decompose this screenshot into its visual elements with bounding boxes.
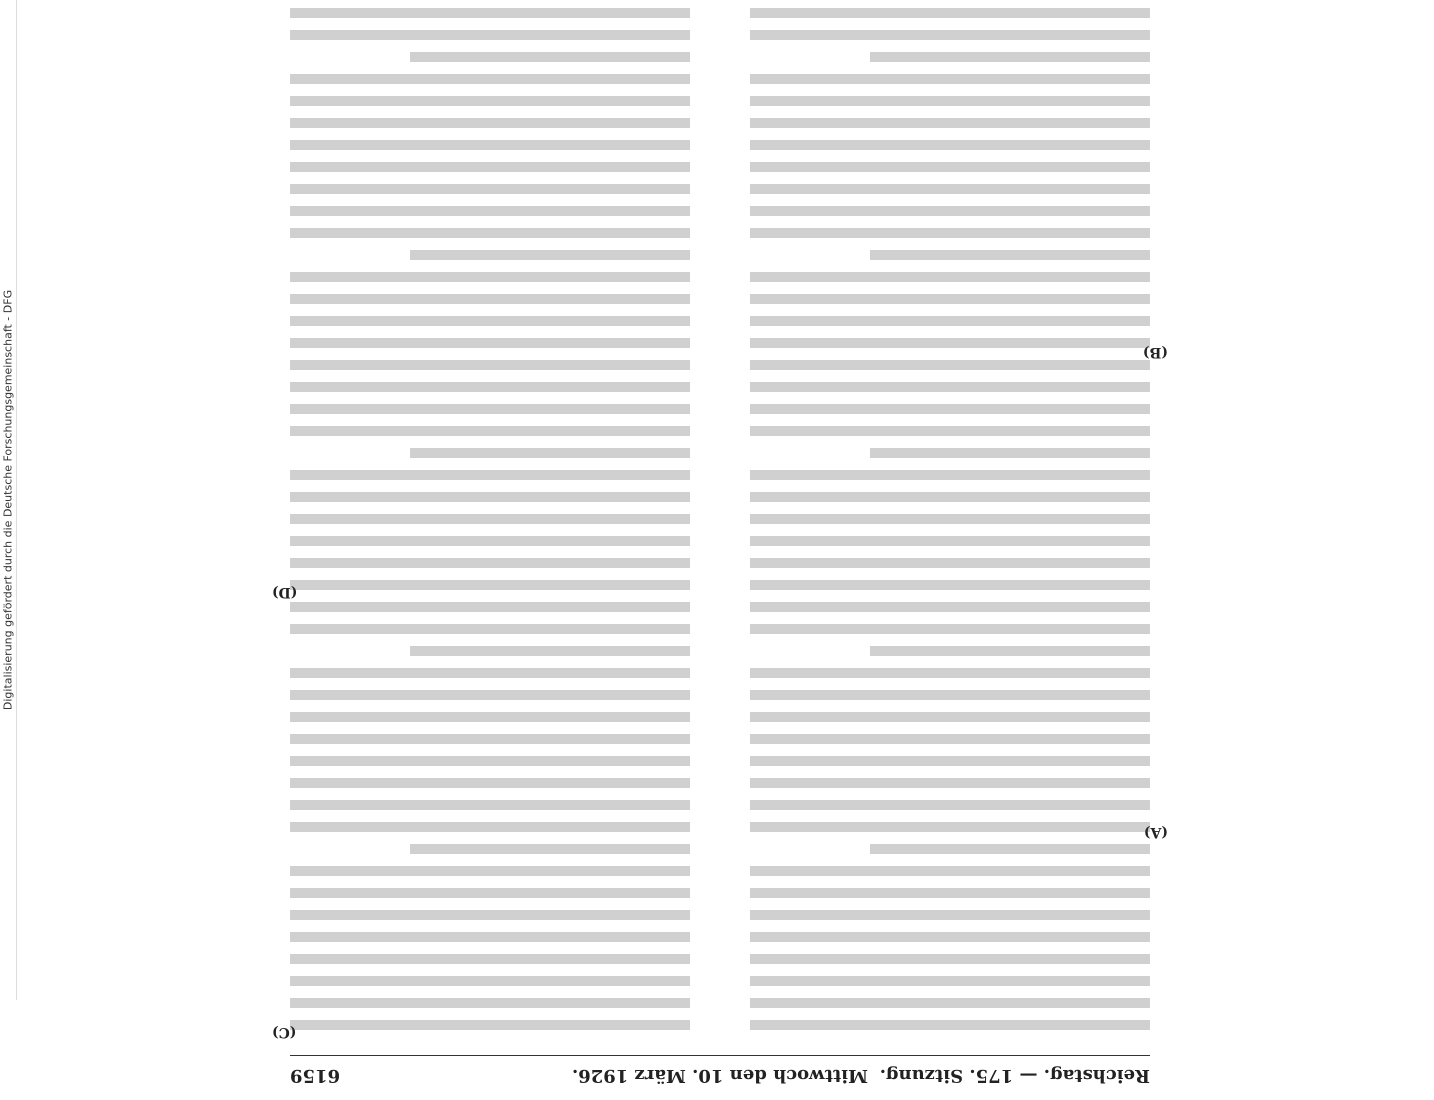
text-line-placeholder [290,976,690,986]
text-line-placeholder [290,492,690,502]
text-line-placeholder [750,756,1150,766]
text-line-placeholder [750,140,1150,150]
text-line-placeholder [870,844,1150,854]
text-line-placeholder [290,668,690,678]
text-line-placeholder [750,800,1150,810]
text-line-placeholder [750,668,1150,678]
text-line-placeholder [750,338,1150,348]
text-line-placeholder [750,294,1150,304]
text-line-placeholder [290,382,690,392]
text-line-placeholder [290,800,690,810]
text-line-placeholder [870,448,1150,458]
text-column-left [750,0,1150,1030]
text-line-placeholder [290,30,690,40]
text-line-placeholder [750,558,1150,568]
text-line-placeholder [750,734,1150,744]
text-line-placeholder [290,888,690,898]
text-line-placeholder [750,888,1150,898]
text-line-placeholder [290,822,690,832]
text-line-placeholder [290,932,690,942]
text-line-placeholder [290,558,690,568]
text-line-placeholder [750,976,1150,986]
text-line-placeholder [750,316,1150,326]
text-line-placeholder [290,712,690,722]
margin-marker-b: (B) [1142,344,1168,360]
scanned-page [90,20,1350,1086]
text-line-placeholder [750,30,1150,40]
margin-marker-a: (A) [1143,824,1168,840]
text-line-placeholder [290,184,690,194]
text-line-placeholder [870,646,1150,656]
text-line-placeholder [290,206,690,216]
text-line-placeholder [750,690,1150,700]
text-line-placeholder [290,294,690,304]
text-line-placeholder [290,778,690,788]
text-line-placeholder [290,338,690,348]
margin-marker-c: (C) [272,1024,297,1040]
text-line-placeholder [750,404,1150,414]
text-line-placeholder [750,228,1150,238]
text-line-placeholder [750,470,1150,480]
text-line-placeholder [290,624,690,634]
text-line-placeholder [290,690,690,700]
text-column-right [290,0,690,1030]
text-line-placeholder [750,118,1150,128]
sidebar [0,0,17,1000]
text-line-placeholder [290,866,690,876]
text-line-placeholder [290,1020,690,1030]
text-line-placeholder [750,602,1150,612]
text-line-placeholder [290,140,690,150]
text-line-placeholder [750,822,1150,832]
text-line-placeholder [410,844,690,854]
text-line-placeholder [290,360,690,370]
text-line-placeholder [290,118,690,128]
text-line-placeholder [290,316,690,326]
text-line-placeholder [750,910,1150,920]
header-center: Mittwoch den 10. März 1926. [571,1065,869,1086]
text-line-placeholder [750,8,1150,18]
text-line-placeholder [290,404,690,414]
text-line-placeholder [290,470,690,480]
header-left: Reichstag. — 175. Sitzung. [879,1065,1150,1086]
margin-marker-d: (D) [272,584,298,600]
text-line-placeholder [290,162,690,172]
text-line-placeholder [750,96,1150,106]
text-line-placeholder [290,910,690,920]
text-line-placeholder [410,250,690,260]
text-line-placeholder [290,96,690,106]
text-line-placeholder [870,250,1150,260]
text-line-placeholder [750,382,1150,392]
text-line-placeholder [750,536,1150,546]
text-line-placeholder [290,602,690,612]
page-number: 6159 [290,1065,341,1086]
text-line-placeholder [290,536,690,546]
text-line-placeholder [750,954,1150,964]
text-line-placeholder [750,162,1150,172]
text-line-placeholder [750,932,1150,942]
text-line-placeholder [290,954,690,964]
text-line-placeholder [410,448,690,458]
text-line-placeholder [410,52,690,62]
header-rule [290,1055,1150,1056]
sidebar-credit-text: Digitalisierung gefördert durch die Deutsche Forschungsgemeinschaft - DFG [1,289,15,711]
text-line-placeholder [750,514,1150,524]
text-line-placeholder [750,580,1150,590]
text-line-placeholder [750,778,1150,788]
text-line-placeholder [750,360,1150,370]
text-line-placeholder [290,514,690,524]
text-line-placeholder [750,272,1150,282]
text-line-placeholder [290,426,690,436]
text-line-placeholder [290,580,690,590]
text-line-placeholder [290,272,690,282]
text-line-placeholder [750,74,1150,84]
text-line-placeholder [750,206,1150,216]
text-line-placeholder [290,228,690,238]
text-line-placeholder [750,426,1150,436]
text-line-placeholder [750,866,1150,876]
text-line-placeholder [290,74,690,84]
text-line-placeholder [290,756,690,766]
text-line-placeholder [750,712,1150,722]
text-line-placeholder [750,492,1150,502]
text-line-placeholder [290,8,690,18]
text-line-placeholder [410,646,690,656]
running-header [290,1060,1150,1090]
text-line-placeholder [750,1020,1150,1030]
text-line-placeholder [870,52,1150,62]
text-line-placeholder [750,624,1150,634]
text-line-placeholder [290,734,690,744]
rotated-page-content [270,0,1170,1100]
text-line-placeholder [750,184,1150,194]
